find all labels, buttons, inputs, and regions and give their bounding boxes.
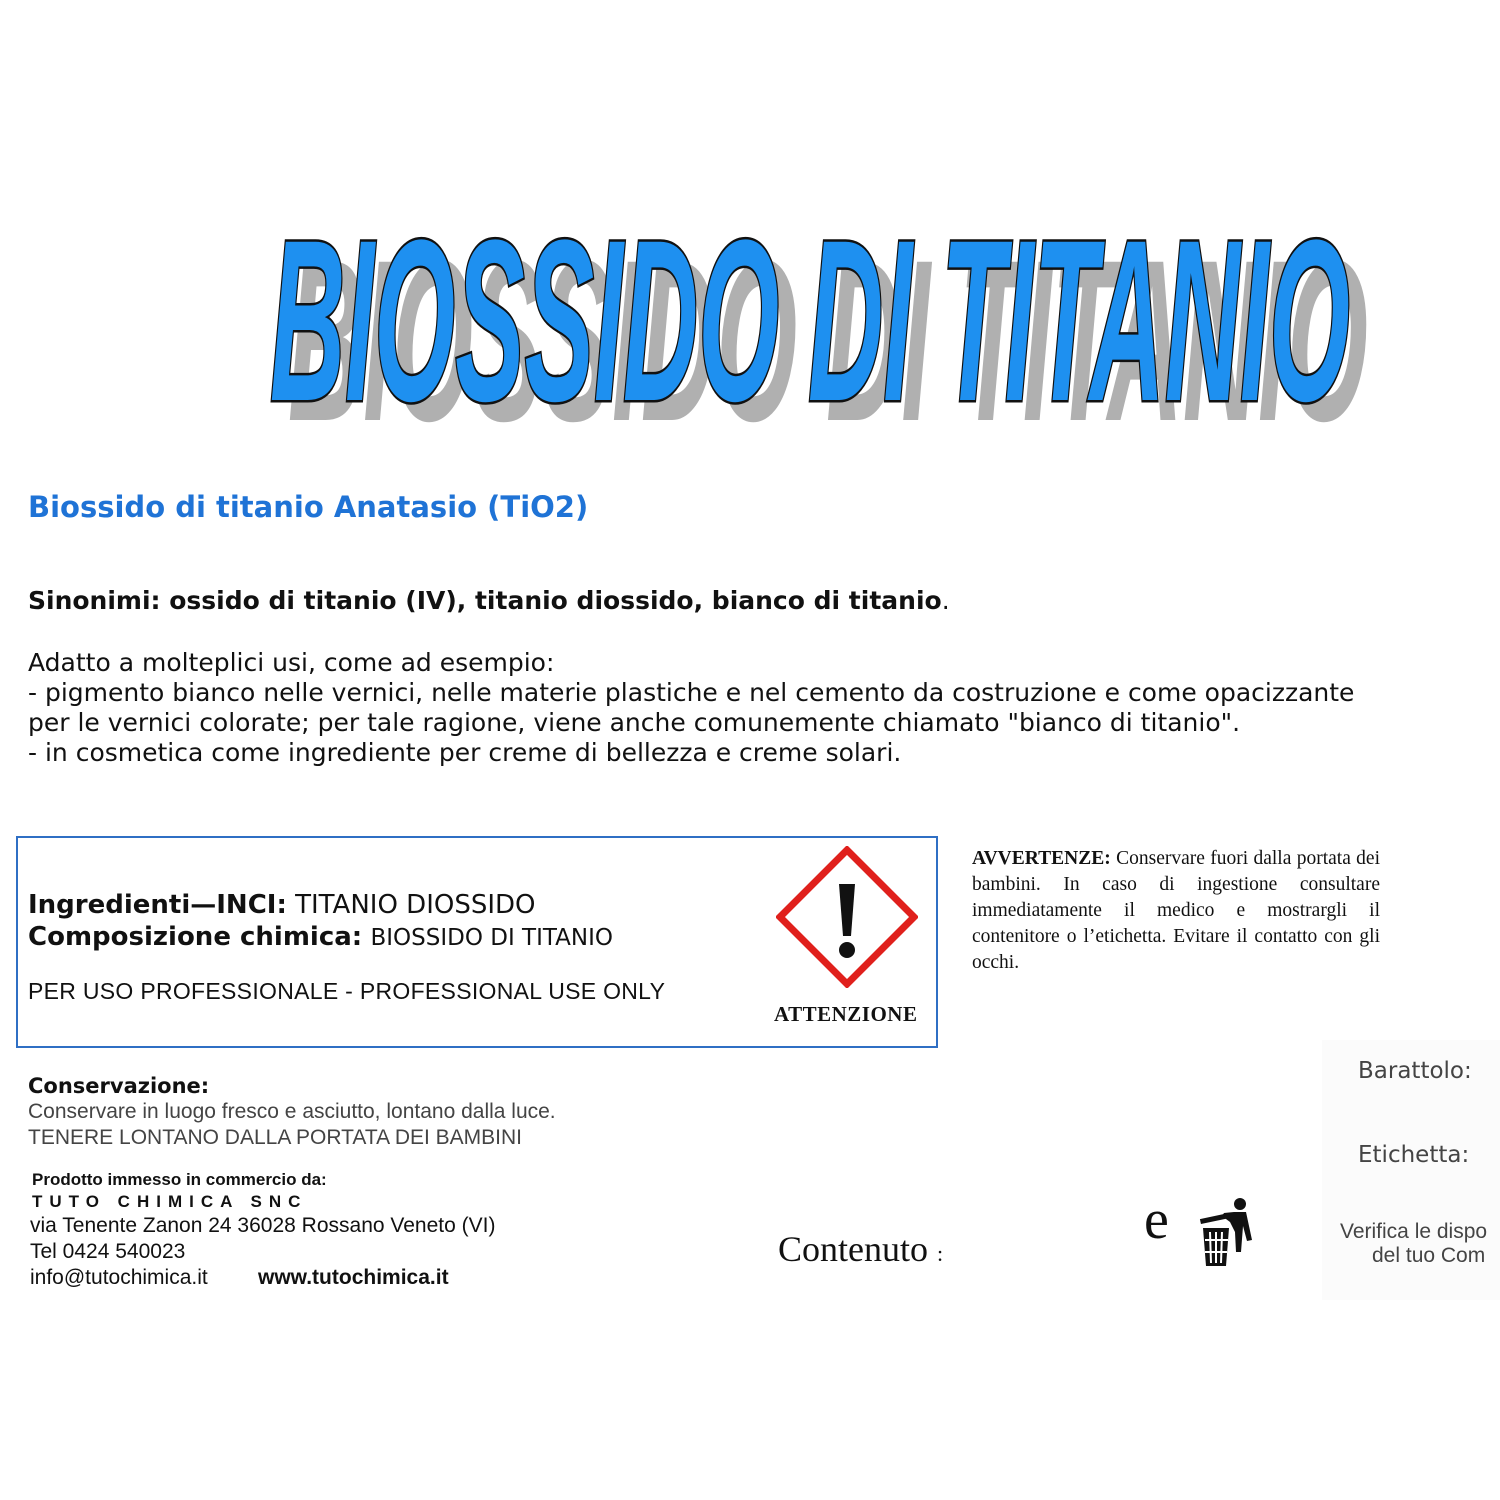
uses-line: per le vernici colorate; per tale ragione, viene anche comunemente chiamato "bianco di titanio". — [28, 708, 1241, 737]
contents-colon: : — [937, 1241, 944, 1266]
contents-label — [778, 1228, 943, 1270]
composition-value: BIOSSIDO DI TITANIO — [370, 925, 613, 951]
storage-warning: TENERE LONTANO DALLA PORTATA DEI BAMBINI — [28, 1126, 523, 1149]
uses-line: - in cosmetica come ingrediente per creme di bellezza e creme solari. — [28, 738, 902, 767]
title-text: BIOSSIDO DI TITANIO — [270, 192, 1350, 449]
warnings-text: Conservare fuori dalla portata dei bambini. In caso di ingestione consultare immediatamente il medico e mostrargli il contenitore o l’etichetta. Evitare il contatto con gli occhi. — [972, 848, 1381, 973]
professional-use-note: PER USO PROFESSIONALE - PROFESSIONAL USE ONLY — [28, 978, 666, 1004]
uses-block — [28, 648, 1354, 768]
inci-label: Ingredienti—INCI: — [28, 890, 287, 920]
synonyms-end: . — [941, 586, 950, 615]
storage-title: Conservazione: — [28, 1074, 210, 1098]
e-mark: e — [1144, 1189, 1169, 1251]
title-shadow: BIOSSIDO DI TITANIO — [288, 212, 1368, 469]
recycle-bin-icon — [1198, 1196, 1256, 1268]
uses-line: - pigmento bianco nelle vernici, nelle materie plastiche e nel cemento da costruzione e come opacizzante — [28, 678, 1355, 707]
company-email: info@tutochimica.it — [30, 1266, 208, 1289]
disposal-jar: Barattolo: — [1358, 1058, 1472, 1084]
company-name: TUTO CHIMICA SNC — [32, 1192, 308, 1211]
hazard-label: ATTENZIONE — [774, 1002, 918, 1026]
exclamation-mark-ghs-icon — [776, 846, 918, 988]
uses-line: Adatto a molteplici usi, come ad esempio: — [28, 648, 555, 677]
synonyms-line — [28, 586, 950, 615]
warnings-block — [972, 846, 1380, 976]
composition-label: Composizione chimica: — [28, 922, 363, 952]
product-subtitle: Biossido di titanio Anatasio (TiO2) — [28, 490, 589, 524]
company-phone: Tel 0424 540023 — [30, 1240, 186, 1263]
disposal-label: Etichetta: — [1358, 1142, 1470, 1168]
inci-value: TITANIO DIOSSIDO — [295, 890, 536, 920]
disposal-note-line: del tuo Com — [1372, 1244, 1486, 1267]
warnings-label: AVVERTENZE: — [972, 848, 1111, 869]
composition-line — [28, 922, 613, 952]
producer-title: Prodotto immesso in commercio da: — [32, 1170, 327, 1189]
synonyms-text: Sinonimi: ossido di titanio (IV), titanio diossido, bianco di titanio — [28, 586, 942, 615]
inci-line — [28, 890, 536, 920]
company-address: via Tenente Zanon 24 36028 Rossano Veneto (VI) — [30, 1214, 496, 1237]
disposal-note-line: Verifica le dispo — [1340, 1220, 1488, 1243]
product-title — [230, 192, 1380, 469]
storage-line: Conservare in luogo fresco e asciutto, lontano dalla luce. — [28, 1100, 556, 1123]
contents-text: Contenuto — [778, 1229, 928, 1269]
company-website: www.tutochimica.it — [258, 1266, 449, 1289]
